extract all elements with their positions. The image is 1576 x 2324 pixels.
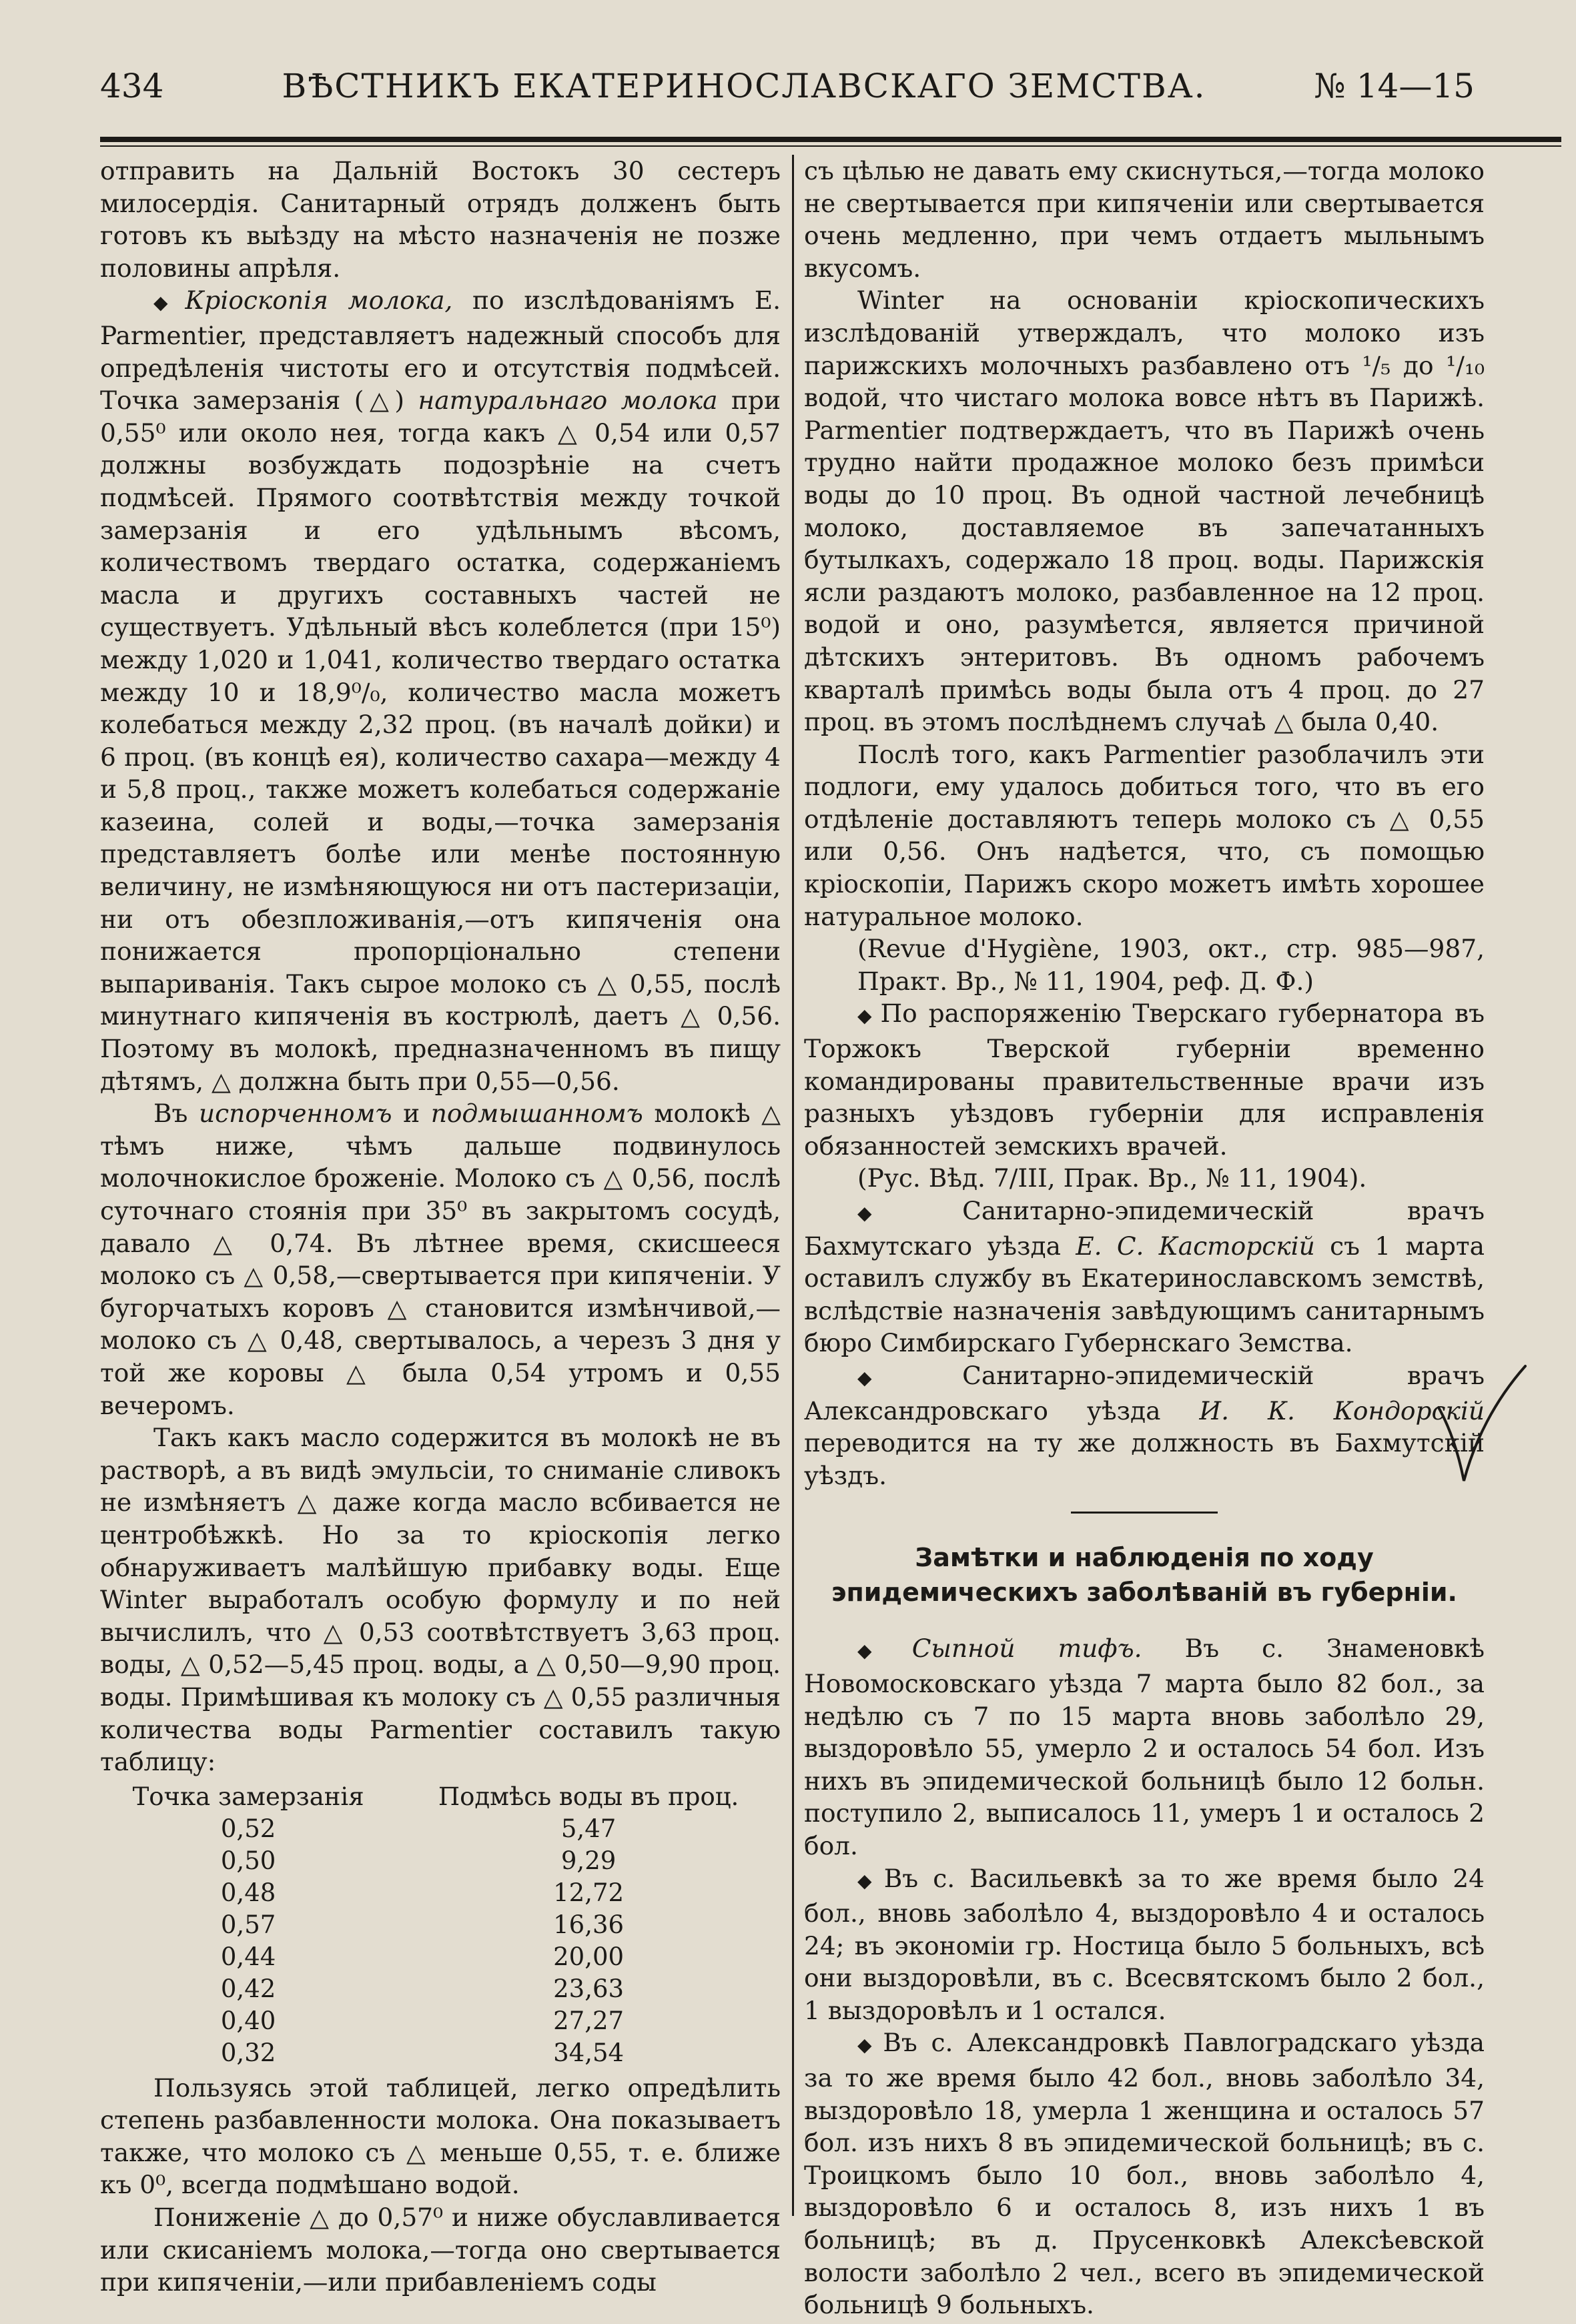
paragraph-news	[804, 2026, 1485, 2321]
bullet-diamond-icon: ◆	[857, 1869, 879, 1892]
emphasis: испорченномъ	[199, 1099, 392, 1129]
emphasis: подмышанномъ	[430, 1099, 643, 1129]
table-cell: 9,29	[560, 1846, 617, 1875]
table-header: Точка замерзанія	[132, 1782, 364, 1811]
reference: (Revue d'Hygiène, 1903, окт., стр. 985—987, Практ. Вр., № 11, 1904, реф. Д. Ф.)	[857, 934, 1485, 996]
table-header-row	[100, 1781, 781, 1813]
table-cell: 0,48	[220, 1878, 276, 1907]
paragraph-text: Санитарно-эпидемическій врачъ Бахмутскаго уѣзда	[804, 1196, 1485, 1261]
table-row	[100, 1813, 781, 1845]
section-separator	[1071, 1512, 1218, 1514]
table-cell: 0,42	[220, 1974, 276, 2003]
table-row	[100, 2005, 781, 2037]
paragraph-text: Въ с. Александровкѣ Павлоградскаго уѣзда за то же время было 42 бол., вновь заболѣло 34, выздоровѣло 18, умерла 1 женщина и осталось 57 бол. изъ нихъ 8 въ эпидемической больницѣ; въ с. Троицкомъ было 10 бол., вновь заболѣло 4, выздоровѣло 6 и осталось 8, изъ нихъ 1 въ больницѣ; въ д. Прусенковкѣ Алексѣевской волости заболѣло 2 чел., всего въ эпидемической больницѣ 9 больныхъ.	[804, 2028, 1485, 2320]
bullet-diamond-icon: ◆	[857, 1640, 907, 1662]
journal-title: ВѢСТНИКЪ ЕКАТЕРИНОСЛАВСКАГО ЗЕМСТВА.	[282, 67, 1206, 105]
table-header: Подмѣсь воды въ проц.	[438, 1782, 739, 1811]
table-cell: 23,63	[553, 1974, 625, 2003]
table-cell: 34,54	[553, 2038, 625, 2067]
section-lead: Сыпной тифъ.	[911, 1634, 1142, 1664]
bullet-diamond-icon: ◆	[153, 292, 180, 314]
page-number: 434	[100, 67, 164, 105]
pencil-checkmark-icon	[1435, 1361, 1528, 1488]
table-cell: 5,47	[560, 1814, 617, 1843]
paragraph-text: при 0,55⁰ или около нея, тогда какъ △ 0,54 или 0,57 должны возбуждать подозрѣніе на счетъ подмѣсей. Прямого соотвѣтствія между точкой замерзанія и его удѣльнымъ вѣсомъ, количествомъ твердаго остатка, содержаніемъ масла и другихъ составныхъ частей не существуетъ. Удѣльный вѣсъ колеблется (при 15⁰) между 1,020 и 1,041, количество твердаго остатка между 10 и 18,9⁰/₀, количество масла можетъ колебаться между 2,32 проц. (въ началѣ дойки) и 6 проц. (въ концѣ ея), количество сахара—между 4 и 5,8 проц., также можетъ колебаться содержаніе казеина, солей и воды,—точка замерзанія представляетъ болѣе или менѣе постоянную величину, не измѣняющуюся ни отъ пастеризаціи, ни отъ обезпложиванія,—отъ кипяченія она понижается пропорціонально степени выпариванія. Такъ сырое молоко съ △ 0,55, послѣ минутнаго кипяченія въ кострюлѣ, даетъ △ 0,56. Поэтому въ молокѣ, предназначенномъ въ пищу дѣтямъ, △ должна быть при 0,55—0,56.	[100, 386, 781, 1096]
issue-number: № 14—15	[1314, 67, 1475, 105]
table-cell: 20,00	[553, 1942, 625, 1971]
paragraph-typhus	[804, 1632, 1485, 1862]
paragraph-text: переводится на ту же должность въ Бахмутскій уѣздъ.	[804, 1428, 1485, 1490]
paragraph-text: Въ	[153, 1099, 188, 1129]
person-name: И. К. Кондорскій	[1199, 1395, 1485, 1425]
paragraph-news	[804, 1195, 1485, 1359]
table-cell: 0,57	[220, 1910, 276, 1939]
paragraph-text: По распоряженію Тверскаго губернатора въ Торжокъ Тверской губерніи временно командированы правительственные врачи изъ разныхъ уѣздовъ губерніи для исправленія обязанностей земскихъ врачей.	[804, 999, 1485, 1161]
reference: (Рус. Вѣд. 7/III, Прак. Вр., № 11, 1904).	[857, 1163, 1367, 1193]
paragraph: Winter на основаніи кріоскопическихъ изслѣдованій утверждалъ, что молоко изъ парижскихъ молочныхъ разбавлено отъ ¹/₅ до ¹/₁₀ водой, что чистаго молока вовсе нѣтъ въ Парижѣ. Parmentier подтверждаетъ, что въ Парижѣ очень трудно найти продажное молоко безъ примѣси воды до 10 проц. Въ одной частной лечебницѣ молоко, доставляемое въ запечатанныхъ бутылкахъ, содержало 18 проц. воды. Парижскія ясли раздаютъ молоко, разбавленное на 12 проц. водой и оно, разумѣется, является причиной дѣтскихъ энтеритовъ. Въ одномъ рабочемъ кварталѣ примѣсь воды была отъ 4 проц. до 27 проц. въ этомъ послѣднемъ случаѣ △ была 0,40.	[804, 285, 1485, 737]
bullet-diamond-icon: ◆	[857, 2034, 878, 2057]
paragraph-spoiled-milk	[100, 1097, 781, 1421]
table-row	[100, 1941, 781, 1973]
paragraph-news	[804, 997, 1485, 1162]
table-row	[100, 2037, 781, 2069]
header-rule-thick	[100, 137, 1561, 142]
paragraph-text: Санитарно-эпидемическій врачъ Александровскаго уѣзда	[804, 1360, 1485, 1425]
paragraph-text: Въ с. Знаменовкѣ Новомосковскаго уѣзда 7 марта было 82 бол., за недѣлю съ 7 по 15 марта вновь заболѣло 29, выздоровѣло 55, умерло 2 и осталось 54 бол. Изъ нихъ въ эпидемической больницѣ было 12 больн. поступило 2, выписалось 11, умеръ 1 и осталось 2 бол.	[804, 1634, 1485, 1860]
person-name: Е. С. Касторскій	[1076, 1231, 1315, 1261]
table-cell: 0,32	[220, 2038, 276, 2067]
paragraph-text: Въ с. Васильевкѣ за то же время было 24 бол., вновь заболѣло 4, выздоровѣло 4 и осталось 24; въ экономіи гр. Ностица было 5 больныхъ, всѣ они выздоровѣли, въ с. Всесвятскомъ было 2 бол., 1 выздоровѣлъ и 1 остался.	[804, 1863, 1485, 2025]
paragraph: Послѣ того, какъ Parmentier разоблачилъ эти подлоги, ему удалось добиться того, что въ его отдѣленіе доставляютъ теперь молоко съ △ 0,55 или 0,56. Онъ надѣется, что, съ помощью кріоскопіи, Парижъ скоро можетъ имѣть хорошее натуральное молоко.	[804, 739, 1485, 931]
dilution-table	[100, 1781, 781, 2069]
table-cell: 27,27	[553, 2006, 625, 2035]
header-rule-thin	[100, 145, 1561, 147]
paragraph: Пониженіе △ до 0,57⁰ и ниже обуславливается или скисаніемъ молока,—тогда оно свертывается при кипяченіи,—или прибавленіемъ соды	[100, 2203, 781, 2297]
table-row	[100, 1845, 781, 1877]
table-row	[100, 1877, 781, 1909]
emphasis: натуральнаго молока	[418, 386, 718, 416]
table-cell: 16,36	[553, 1910, 625, 1939]
paragraph: съ цѣлью не давать ему скиснуться,—тогда молоко не свертывается при кипяченіи или свертывается очень медленно, при чемъ отдаетъ мыльнымъ вкусомъ.	[804, 156, 1485, 283]
column-divider	[792, 155, 794, 2216]
table-cell: 0,50	[220, 1846, 276, 1875]
table-row	[100, 1973, 781, 2005]
bullet-diamond-icon: ◆	[857, 1202, 957, 1224]
table-cell: 0,52	[220, 1814, 276, 1843]
paragraph-text: молокѣ △ тѣмъ ниже, чѣмъ дальше подвинулось молочнокислое броженіе. Молоко съ △ 0,56, послѣ суточнаго стоянія при 35⁰ въ закрытомъ сосудѣ, давало △ 0,74. Въ лѣтнее время, скисшееся молоко съ △ 0,58,—свертывается при кипяченіи. У бугорчатыхъ коровъ △ становится измѣнчивой,—молоко съ △ 0,48, свертывалось, а черезъ 3 дня у той же коровы △ была 0,54 утромъ и 0,55 вечеромъ.	[100, 1099, 781, 1420]
table-cell: 0,44	[220, 1942, 276, 1971]
left-column	[100, 155, 781, 2299]
bullet-diamond-icon: ◆	[857, 1005, 875, 1027]
section-lead: Кріоскопія молока,	[185, 285, 453, 316]
page-header	[100, 67, 1475, 127]
paragraph-news	[804, 1359, 1485, 1492]
paragraph-text: и	[403, 1099, 420, 1129]
section-title: Замѣтки и наблюденія по ходу эпидемическихъ заболѣваній въ губерніи.	[831, 1543, 1457, 1608]
paragraph-text: съ 1 марта оставилъ службу въ Екатеринославскомъ земствѣ, вслѣдствіе назначенія завѣдующимъ санитарнымъ бюро Симбирскаго Губернскаго Земства.	[804, 1231, 1485, 1358]
paragraph: отправить на Дальній Востокъ 30 сестеръ милосердія. Санитарный отрядъ долженъ быть готовъ къ выѣзду на мѣсто назначенія не позже половины апрѣля.	[100, 156, 781, 283]
paragraph: Такъ какъ масло содержится въ молокѣ не въ растворѣ, а въ видѣ эмульсіи, то сниманіе сливокъ не измѣняетъ △ даже когда масло всбивается не центробѣжкѣ. Но за то кріоскопія легко обнаруживаетъ малѣйшую прибавку воды. Еще Winter выработалъ особую формулу и по ней вычислилъ, что △ 0,53 соотвѣтствуетъ 3,63 проц. воды, △ 0,52—5,45 проц. воды, а △ 0,50—9,90 проц. воды. Примѣшивая къ молоку съ △ 0,55 различныя количества воды Parmentier составилъ такую таблицу:	[100, 1423, 781, 1777]
table-cell: 0,40	[220, 2006, 276, 2035]
right-column	[804, 155, 1485, 2321]
table-row	[100, 1909, 781, 1941]
paragraph-news	[804, 1862, 1485, 2027]
bullet-diamond-icon: ◆	[857, 1366, 957, 1389]
paragraph: Пользуясь этой таблицей, легко опредѣлить степень разбавленности молока. Она показываетъ также, что молоко съ △ меньше 0,55, т. е. ближе къ 0⁰, всегда подмѣшано водой.	[100, 2073, 781, 2200]
paragraph-text: по изслѣдованіямъ E. Parmentier, представляетъ надежный способъ для опредѣленія чистоты его и отсутствія подмѣсей. Точка замерзанія (△)	[100, 285, 781, 416]
paragraph-cryoscopy	[100, 284, 781, 1097]
table-cell: 12,72	[553, 1878, 625, 1907]
